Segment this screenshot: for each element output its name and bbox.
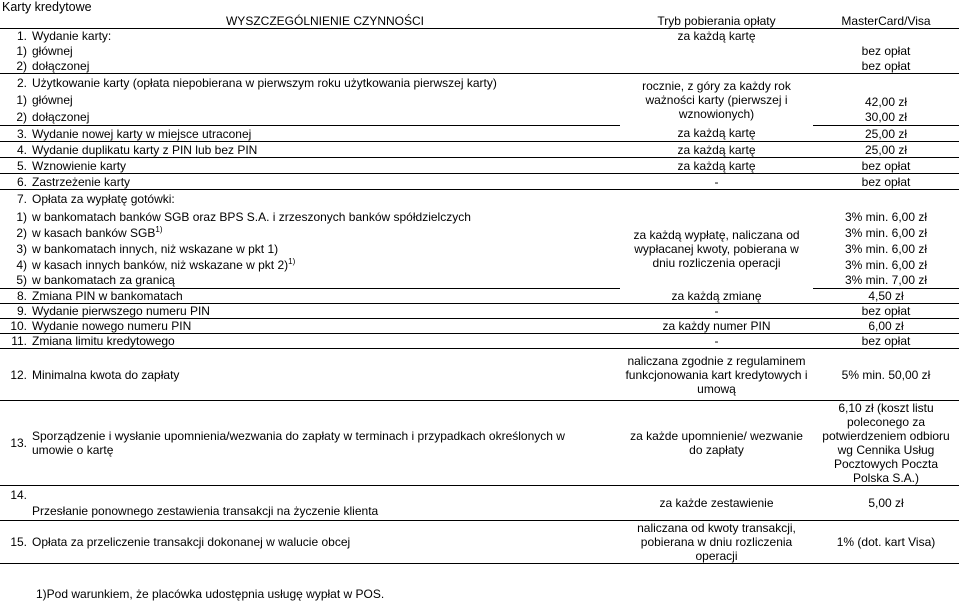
table-row: [0, 521, 959, 564]
item-fee: 3% min. 6,00 zł: [844, 241, 928, 256]
table-row: [0, 257, 959, 273]
table-row: [0, 190, 959, 209]
table-row: [0, 44, 959, 59]
table-row: [0, 59, 959, 74]
row-fee: 6,10 zł (koszt listu poleconego za potwierdzeniem odbioru wg Cennika Usług Pocztowych Poczta Polska S.A.): [813, 401, 959, 486]
row-mode: -: [620, 174, 813, 190]
row-label: Wydanie pierwszego numeru PIN: [30, 304, 620, 319]
item-number: 2): [0, 59, 30, 74]
row-label: Przesłanie ponownego zestawienia transakcji na życzenie klienta: [30, 486, 620, 521]
item-fee: 3% min. 7,00 zł: [813, 273, 959, 289]
table-row: [0, 225, 959, 241]
table-row: [0, 304, 959, 319]
row-fee: bez opłat: [813, 304, 959, 319]
row-fee: bez opłat: [813, 174, 959, 190]
row-label: Wydanie karty:: [32, 29, 112, 44]
row-number: 3.: [0, 126, 30, 142]
item-fee: 42,00 zł: [864, 94, 908, 109]
item-number: 4): [16, 257, 27, 272]
item-label: głównej: [32, 44, 73, 58]
header-row: [0, 13, 959, 29]
sheet-title: Karty kredytowe: [2, 0, 92, 14]
row-mode: za każdą kartę: [620, 158, 813, 174]
row-number: 6.: [0, 174, 30, 190]
item-label-text: w kasach banków SGB: [32, 225, 156, 240]
item-number: 2): [0, 109, 30, 126]
row-label: Wydanie duplikatu karty z PIN lub bez PIN: [30, 142, 620, 158]
table-row: [0, 92, 959, 109]
row-number: 11.: [0, 334, 30, 349]
item-fee: 30,00 zł: [813, 109, 959, 126]
row-fee: bez opłat: [813, 158, 959, 174]
table-row: [0, 241, 959, 257]
row-number: 13.: [0, 401, 30, 486]
table-row: [0, 29, 959, 44]
item-label: dołączonej: [30, 109, 620, 126]
row-label: Wydanie nowego numeru PIN: [30, 319, 620, 334]
row-mode: za każdą wypłatę, naliczana od wypłacanej kwoty, pobierana w dniu rozliczenia operacji: [633, 227, 800, 270]
item-number: 1): [16, 44, 27, 58]
row-mode: za każde zestawienie: [620, 486, 813, 521]
item-label-text: w kasach innych banków, niż wskazane w pkt 2): [32, 257, 289, 272]
table-row: [0, 334, 959, 349]
row-fee: 1% (dot. kart Visa): [813, 521, 959, 564]
row-mode: naliczana od kwoty transakcji, pobierana w dniu rozliczenia operacji: [620, 521, 813, 564]
row-label: Wznowienie karty: [30, 158, 620, 174]
item-number: 5): [0, 273, 30, 289]
item-label: głównej: [32, 93, 73, 107]
header-desc: WYSZCZEGÓLNIENIE CZYNNOŚCI: [30, 13, 620, 29]
table-row: [0, 174, 959, 190]
row-label: Zmiana PIN w bankomatach: [30, 289, 620, 304]
table-row: [0, 209, 959, 225]
item-label: dołączonej: [30, 59, 620, 74]
row-mode: za każdą zmianę: [620, 289, 813, 304]
row-mode: za każdą kartę: [677, 29, 756, 44]
row-mode: za każdą kartę: [620, 142, 813, 158]
table-row: [0, 74, 959, 92]
row-number: 15.: [0, 521, 30, 564]
row-number: 9.: [0, 304, 30, 319]
item-fee: bez opłat: [813, 59, 959, 74]
row-label: Zmiana limitu kredytowego: [30, 334, 620, 349]
item-label: w bankomatach za granicą: [30, 273, 620, 289]
table-row: [0, 319, 959, 334]
item-number: 2): [16, 225, 27, 240]
item-fee: bez opłat: [861, 44, 911, 58]
item-fee: 3% min. 6,00 zł: [844, 225, 928, 240]
row-label: Zastrzeżenie karty: [30, 174, 620, 190]
row-number: 2.: [16, 75, 27, 90]
row-number: 10.: [0, 319, 30, 334]
row-mode: -: [620, 334, 813, 349]
row-label: Minimalna kwota do zapłaty: [30, 349, 620, 401]
row-number: 14.: [0, 486, 30, 521]
item-label: w bankomatach banków SGB oraz BPS S.A. i zrzeszonych banków spółdzielczych: [32, 209, 471, 224]
row-fee: 5% min. 50,00 zł: [813, 349, 959, 401]
row-label: Użytkowanie karty (opłata niepobierana w pierwszym roku użytkowania pierwszej karty): [32, 75, 497, 90]
footnote-ref: 1): [155, 224, 163, 234]
row-fee: bez opłat: [813, 334, 959, 349]
table-row: [0, 109, 959, 126]
row-mode: za każdą kartę: [620, 126, 813, 142]
item-number: 1): [16, 93, 27, 107]
row-number: 5.: [0, 158, 30, 174]
row-mode: za każde upomnienie/ wezwanie do zapłaty: [620, 401, 813, 486]
row-fee: 5,00 zł: [813, 486, 959, 521]
row-label: Opłata za wypłatę gotówki:: [32, 192, 175, 207]
item-fee: 3% min. 6,00 zł: [844, 209, 928, 224]
header-mode: Tryb pobierania opłaty: [620, 13, 813, 29]
fee-table: [0, 13, 959, 564]
row-label: Sporządzenie i wysłanie upomnienia/wezwania do zapłaty w terminach i przypadkach określonych w umowie o kartę: [30, 401, 620, 486]
row-number: 8.: [0, 289, 30, 304]
item-label: w bankomatach innych, niż wskazane w pkt 1): [32, 241, 279, 256]
row-fee: 6,00 zł: [813, 319, 959, 334]
row-mode: za każdy numer PIN: [620, 319, 813, 334]
row-fee: 25,00 zł: [813, 142, 959, 158]
row-number: 1.: [16, 29, 27, 44]
table-row: [0, 142, 959, 158]
row-number: 12.: [0, 349, 30, 401]
table-row: [0, 126, 959, 142]
table-row: [0, 349, 959, 401]
item-label: [30, 257, 620, 273]
footnote: 1)Pod warunkiem, że placówka udostępnia usługę wypłat w POS.: [36, 587, 385, 601]
table-row: [0, 289, 959, 304]
row-number: 7.: [16, 192, 27, 207]
item-fee: 3% min. 6,00 zł: [844, 257, 928, 272]
item-number: 1): [16, 209, 27, 224]
row-label: Opłata za przeliczenie transakcji dokonanej w walucie obcej: [30, 521, 620, 564]
row-fee: 4,50 zł: [813, 289, 959, 304]
row-number: 4.: [0, 142, 30, 158]
table-row: [0, 401, 959, 486]
item-number: 3): [16, 241, 27, 256]
header-fee: MasterCard/Visa: [813, 13, 959, 29]
table-row: [0, 486, 959, 521]
item-label: [30, 225, 620, 241]
footnote-ref: 1): [288, 256, 296, 266]
row-mode: rocznie, z góry za każdy rok ważności karty (pierwszej i wznowionych): [642, 78, 791, 121]
row-mode: -: [620, 304, 813, 319]
row-mode: naliczana zgodnie z regulaminem funkcjonowania kart kredytowych i umową: [620, 349, 813, 401]
row-label: Wydanie nowej karty w miejsce utraconej: [30, 126, 620, 142]
row-fee: 25,00 zł: [813, 126, 959, 142]
table-row: [0, 158, 959, 174]
table-row: [0, 273, 959, 289]
